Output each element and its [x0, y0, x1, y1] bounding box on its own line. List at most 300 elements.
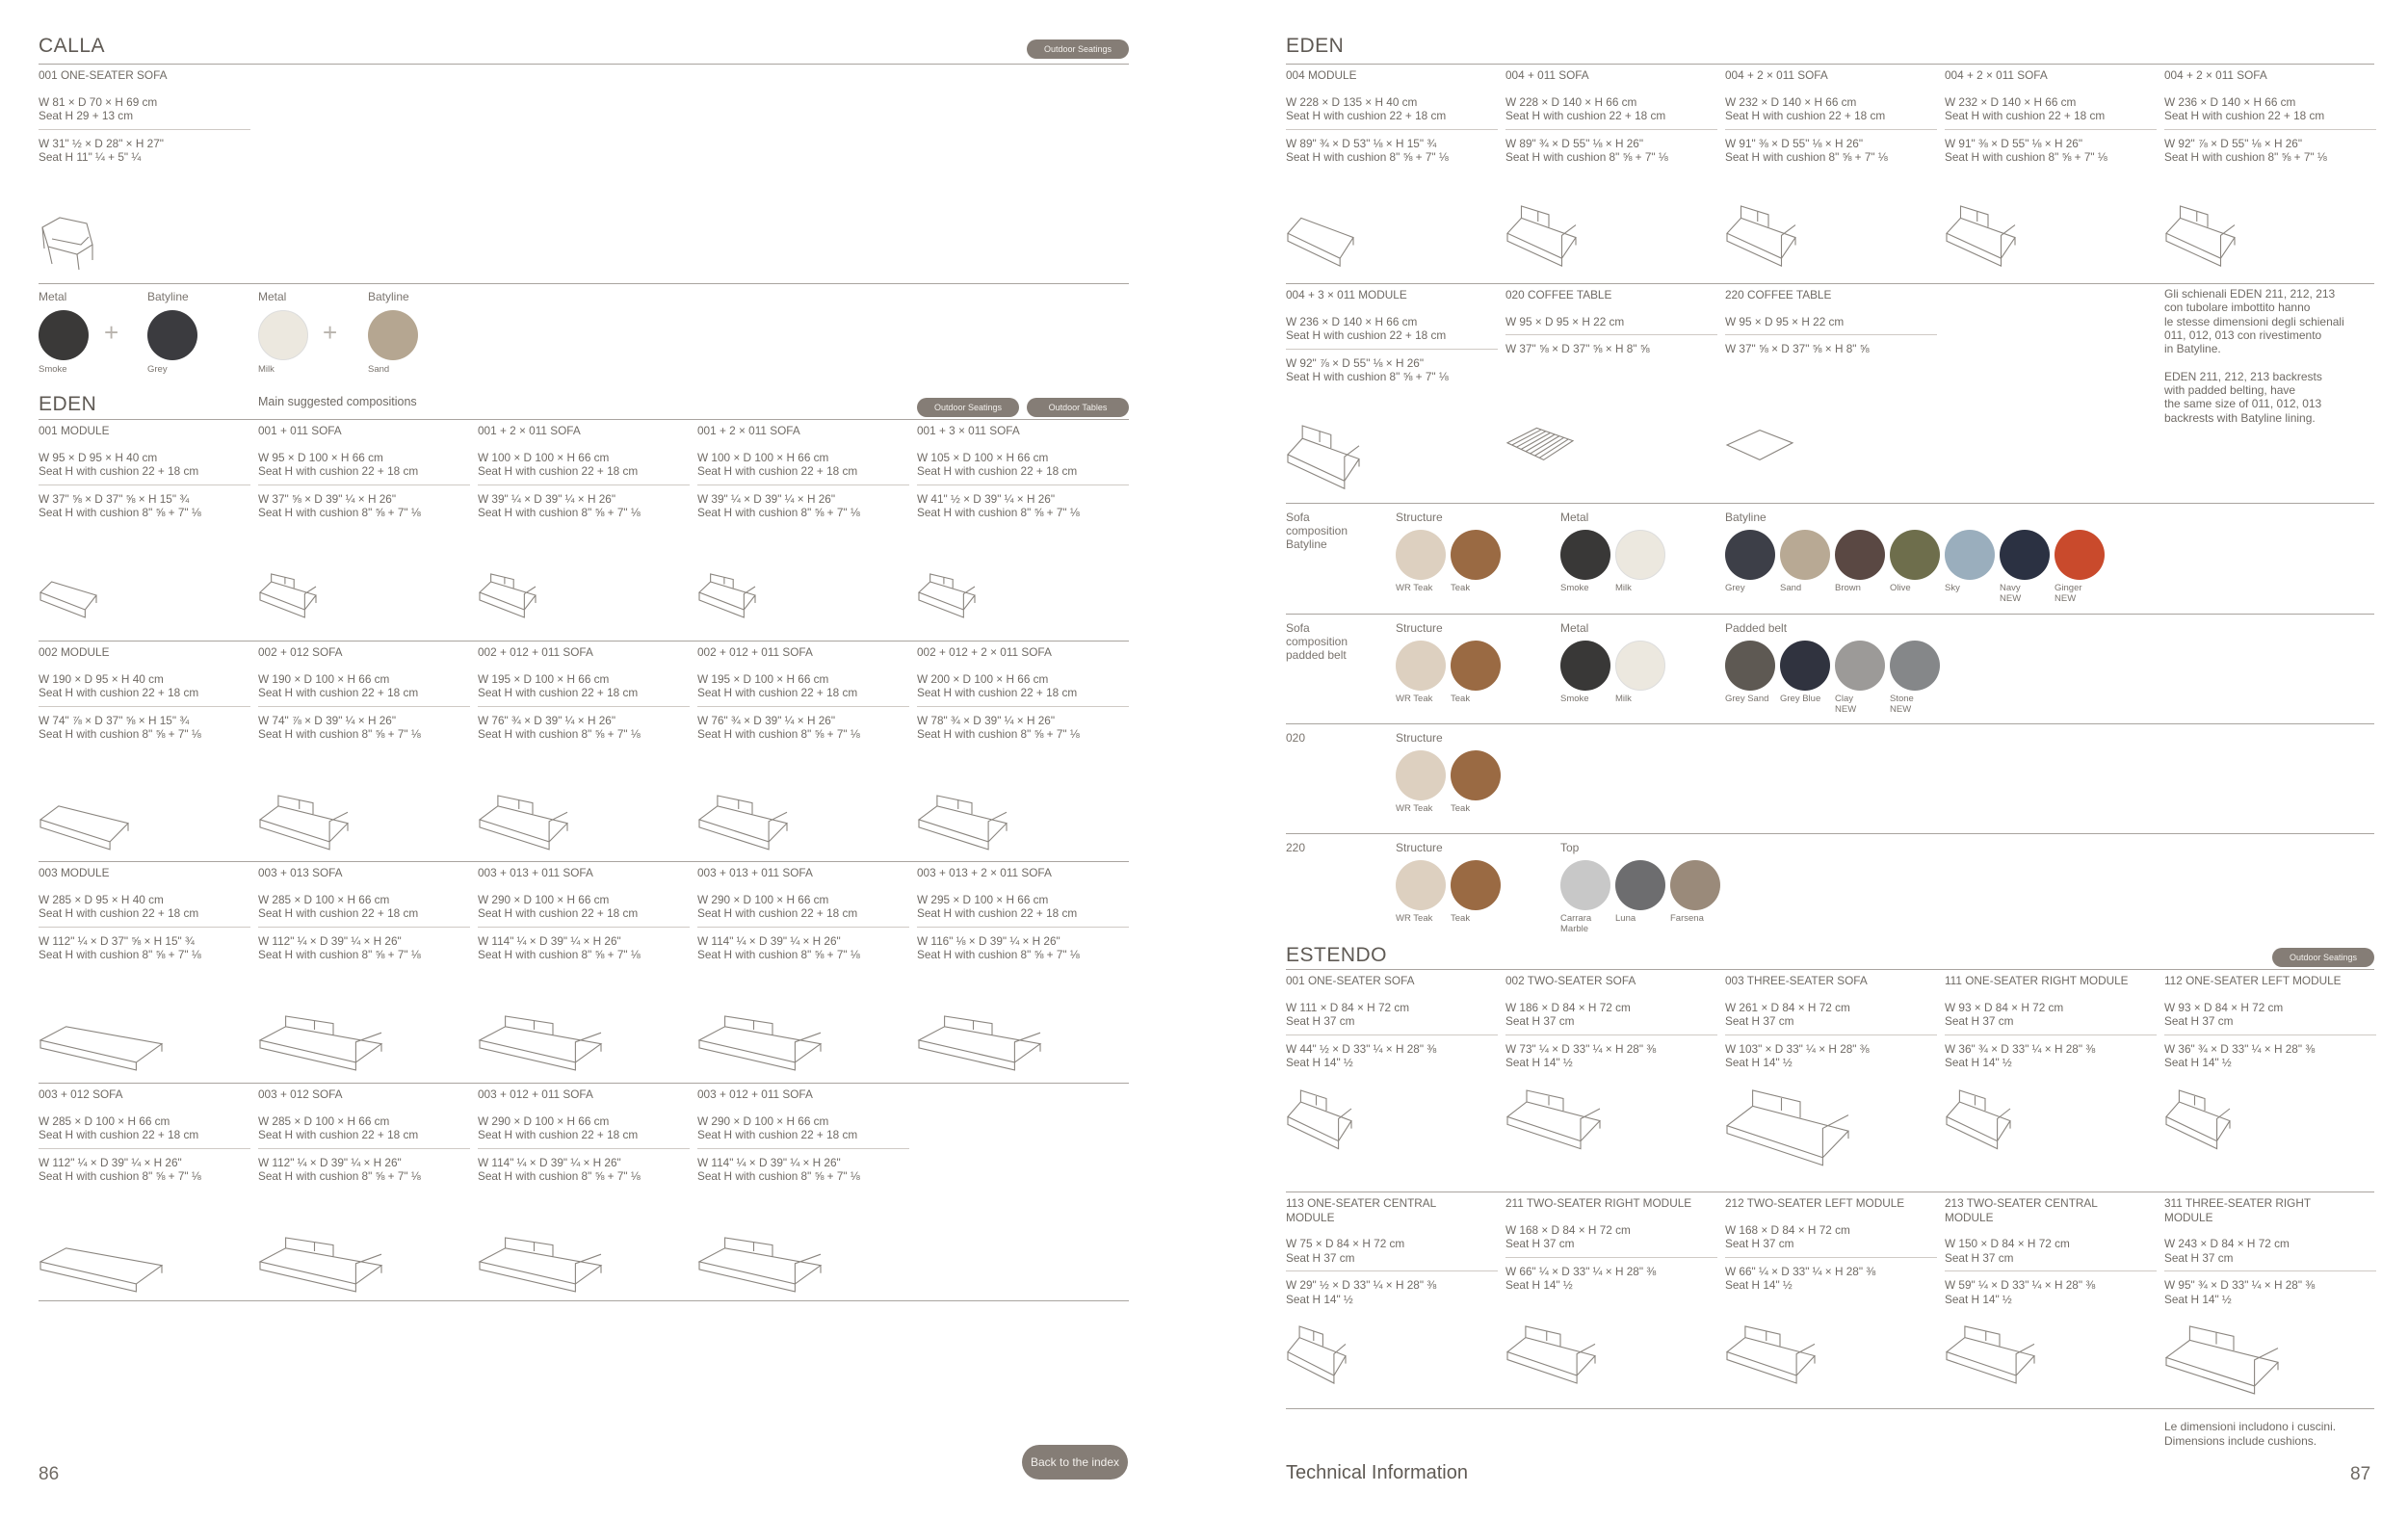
eden-composition-drawing — [478, 572, 537, 620]
item-title: 003 + 013 + 011 SOFA — [697, 866, 813, 879]
item-title: 020 COFFEE TABLE — [1505, 288, 1612, 301]
item-separator — [1286, 1270, 1498, 1271]
item-imperial: W 39" ¼ × D 39" ¼ × H 26" Seat H with cushion 8" ⅝ + 7" ⅛ — [697, 491, 860, 519]
finish-swatch-label: Navy NEW — [2000, 583, 2022, 604]
calla-material-group-2: Metal — [258, 290, 287, 303]
item-metric: W 232 × D 140 × H 66 cm Seat H with cushion 22 + 18 cm — [1725, 94, 1886, 122]
item-metric: W 190 × D 100 × H 66 cm Seat H with cushion 22 + 18 cm — [258, 671, 419, 699]
estendo-sofa-drawing — [1725, 1088, 1850, 1177]
calla-grey-label: Grey — [147, 364, 168, 375]
item-imperial: W 89" ¾ × D 53" ⅛ × H 15" ¾ Seat H with cushion 8" ⅝ + 7" ⅛ — [1286, 136, 1449, 164]
item-metric: W 285 × D 100 × H 66 cm Seat H with cushion 22 + 18 cm — [39, 1113, 199, 1141]
item-metric: W 195 × D 100 × H 66 cm Seat H with cushion 22 + 18 cm — [478, 671, 639, 699]
finish-group-top: Top — [1560, 841, 1580, 854]
item-title: 003 + 013 + 011 SOFA — [478, 866, 593, 879]
estendo-item-card — [1945, 1196, 2157, 1306]
estendo-sofa-drawing — [2164, 1088, 2232, 1156]
finish-swatch-label: Olive — [1890, 583, 1911, 593]
eden-title-right: EDEN — [1286, 35, 1345, 57]
finish-swatch-label: Grey Blue — [1780, 694, 1821, 704]
estendo-sofa-drawing — [2164, 1324, 2280, 1403]
finish-swatch[interactable] — [1835, 530, 1885, 580]
item-title: 004 + 2 × 011 SOFA — [2164, 68, 2267, 82]
eden-composition-drawing — [39, 1014, 164, 1076]
item-separator — [1725, 129, 1937, 130]
eden-finish-divider — [1286, 723, 2374, 724]
eden-finish-divider — [1286, 614, 2374, 615]
eden-right-drawing — [1725, 424, 1794, 466]
estendo-cushion-note: Le dimensioni includono i cuscini. Dimensions include cushions. — [2164, 1420, 2337, 1448]
eden-right-drawing — [2164, 204, 2237, 274]
item-separator — [1505, 334, 1717, 335]
item-imperial: W 112" ¼ × D 37" ⅝ × H 15" ¾ Seat H with cushion 8" ⅝ + 7" ⅛ — [39, 933, 201, 961]
eden-right-drawing — [1945, 204, 2017, 274]
plus-icon: + — [104, 318, 119, 347]
eden-subtitle: Main suggested compositions — [258, 395, 417, 408]
item-separator — [697, 927, 909, 928]
eden-item-card — [697, 424, 909, 520]
item-title: 003 + 012 + 011 SOFA — [697, 1087, 813, 1101]
item-imperial: W 95" ¾ × D 33" ¼ × H 28" ⅜ Seat H 14" ½ — [2164, 1278, 2316, 1306]
eden-right-item-card — [1286, 68, 1498, 165]
item-separator — [1945, 1270, 2157, 1271]
finish-swatch-label: Teak — [1451, 694, 1471, 704]
item-separator — [258, 927, 470, 928]
eden-item-card — [478, 1087, 690, 1184]
item-title: 004 + 2 × 011 SOFA — [1945, 68, 2048, 82]
finish-group-batyline: Batyline — [1725, 511, 1767, 524]
item-imperial: W 92" ⅞ × D 55" ⅛ × H 26" Seat H with cushion 8" ⅝ + 7" ⅛ — [1286, 355, 1449, 383]
item-imperial: W 76" ¾ × D 39" ¼ × H 26" Seat H with cushion 8" ⅝ + 7" ⅛ — [478, 713, 641, 741]
item-separator — [1286, 1034, 1498, 1035]
finish-swatch[interactable] — [1615, 530, 1665, 580]
finish-swatch[interactable] — [1451, 750, 1501, 800]
finish-swatch[interactable] — [2000, 530, 2050, 580]
item-separator — [39, 129, 250, 130]
item-imperial: W 37" ⅝ × D 37" ⅝ × H 8" ⅝ — [1505, 342, 1650, 355]
item-title: 003 + 012 SOFA — [39, 1087, 123, 1101]
page-number-left: 86 — [39, 1464, 60, 1484]
item-imperial: W 37" ⅝ × D 39" ¼ × H 26" Seat H with cushion 8" ⅝ + 7" ⅛ — [258, 491, 421, 519]
item-metric: W 168 × D 84 × H 72 cm Seat H 37 cm — [1505, 1222, 1631, 1250]
item-separator — [1725, 334, 1937, 335]
eden-right-item-card — [2164, 68, 2376, 165]
calla-milk-label: Milk — [258, 364, 275, 375]
eden-composition-drawing — [258, 794, 350, 855]
item-title: 212 TWO-SEATER LEFT MODULE — [1725, 1196, 1905, 1210]
finish-swatch[interactable] — [1396, 750, 1446, 800]
page-number-right: 87 — [2350, 1464, 2371, 1484]
estendo-item-card — [2164, 974, 2376, 1070]
estendo-item-card — [1725, 974, 1937, 1070]
item-separator — [1286, 129, 1498, 130]
eden-right-item-card — [1725, 288, 1937, 356]
finish-swatch[interactable] — [1615, 641, 1665, 691]
finish-group-structure: Structure — [1396, 731, 1443, 745]
finish-swatch-label: Sand — [1780, 583, 1802, 593]
eden-finish-divider — [1286, 833, 2374, 834]
eden-item-card — [478, 866, 690, 962]
item-metric: W 290 × D 100 × H 66 cm Seat H with cushion 22 + 18 cm — [697, 1113, 858, 1141]
item-title: 001 ONE-SEATER SOFA — [39, 68, 168, 82]
item-separator — [478, 1148, 690, 1149]
item-metric: W 100 × D 100 × H 66 cm Seat H with cushion 22 + 18 cm — [478, 450, 639, 478]
item-metric: W 243 × D 84 × H 72 cm Seat H 37 cm — [2164, 1237, 2290, 1265]
eden-right-drawing — [1286, 204, 1355, 274]
finish-swatch[interactable] — [1615, 860, 1665, 910]
finish-swatch[interactable] — [1890, 530, 1940, 580]
finish-swatch[interactable] — [1396, 530, 1446, 580]
item-imperial: W 37" ⅝ × D 37" ⅝ × H 8" ⅝ — [1725, 342, 1870, 355]
item-imperial: W 91" ⅜ × D 55" ⅛ × H 26" Seat H with cushion 8" ⅝ + 7" ⅛ — [1945, 136, 2107, 164]
calla-title: CALLA — [39, 35, 106, 57]
eden-composition-drawing — [258, 1236, 383, 1297]
finish-swatch-label: WR Teak — [1396, 694, 1433, 704]
item-title: 003 MODULE — [39, 866, 110, 879]
estendo-item-card — [2164, 1196, 2376, 1306]
finish-swatch-label: Smoke — [1560, 694, 1589, 704]
eden-row-divider — [39, 419, 1129, 420]
calla-divider — [39, 64, 1129, 65]
item-imperial: W 41" ½ × D 39" ¼ × H 26" Seat H with cushion 8" ⅝ + 7" ⅛ — [917, 491, 1080, 519]
eden-item-card — [39, 866, 250, 962]
item-title: 001 + 3 × 011 SOFA — [917, 424, 1020, 437]
eden-composition-drawing — [917, 794, 1008, 855]
item-imperial: W 76" ¾ × D 39" ¼ × H 26" Seat H with cushion 8" ⅝ + 7" ⅛ — [697, 713, 860, 741]
item-title: 004 + 2 × 011 SOFA — [1725, 68, 1828, 82]
item-imperial: W 114" ¼ × D 39" ¼ × H 26" Seat H with cushion 8" ⅝ + 7" ⅛ — [697, 933, 860, 961]
item-imperial: W 114" ¼ × D 39" ¼ × H 26" Seat H with cushion 8" ⅝ + 7" ⅛ — [697, 1155, 860, 1183]
finish-swatch-label: Luna — [1615, 913, 1636, 924]
item-metric: W 150 × D 84 × H 72 cm Seat H 37 cm — [1945, 1237, 2070, 1265]
estendo-title: ESTENDO — [1286, 944, 1388, 966]
finish-swatch[interactable] — [1780, 641, 1830, 691]
item-title: 001 + 2 × 011 SOFA — [697, 424, 800, 437]
eden-composition-drawing — [39, 794, 130, 855]
eden-item-card — [917, 866, 1129, 962]
eden-finishes-divider — [1286, 503, 2374, 504]
item-imperial: W 92" ⅞ × D 55" ⅛ × H 26" Seat H with cushion 8" ⅝ + 7" ⅛ — [2164, 136, 2327, 164]
item-imperial: W 74" ⅞ × D 39" ¼ × H 26" Seat H with cushion 8" ⅝ + 7" ⅛ — [258, 713, 421, 741]
calla-grey-swatch[interactable] — [147, 310, 197, 360]
item-imperial: W 37" ⅝ × D 37" ⅝ × H 15" ¾ Seat H with cushion 8" ⅝ + 7" ⅛ — [39, 491, 201, 519]
estendo-item-card — [1945, 974, 2157, 1070]
item-title: 004 + 011 SOFA — [1505, 68, 1589, 82]
item-metric: W 228 × D 140 × H 66 cm Seat H with cushion 22 + 18 cm — [1505, 94, 1666, 122]
eden-right-row-divider — [1286, 283, 2374, 284]
item-imperial: W 78" ¾ × D 39" ¼ × H 26" Seat H with cushion 8" ⅝ + 7" ⅛ — [917, 713, 1080, 741]
finish-group-structure: Structure — [1396, 841, 1443, 854]
calla-chair-drawing — [39, 210, 98, 272]
item-imperial: W 112" ¼ × D 39" ¼ × H 26" Seat H with cushion 8" ⅝ + 7" ⅛ — [258, 933, 421, 961]
calla-materials-divider — [39, 283, 1129, 284]
item-metric: W 261 × D 84 × H 72 cm Seat H 37 cm — [1725, 1000, 1850, 1028]
estendo-sofa-drawing — [1945, 1324, 2036, 1390]
eden-item-card — [697, 1087, 909, 1184]
item-imperial: W 116" ⅛ × D 39" ¼ × H 26" Seat H with cushion 8" ⅝ + 7" ⅛ — [917, 933, 1080, 961]
item-metric: W 105 × D 100 × H 66 cm Seat H with cushion 22 + 18 cm — [917, 450, 1078, 478]
item-metric: W 290 × D 100 × H 66 cm Seat H with cushion 22 + 18 cm — [478, 892, 639, 920]
eden-row-divider — [39, 1083, 1129, 1084]
item-title: 003 THREE-SEATER SOFA — [1725, 974, 1868, 987]
item-separator — [258, 1148, 470, 1149]
item-separator — [697, 706, 909, 707]
eden-row-divider — [39, 641, 1129, 642]
eden-outdoor-seatings-badge[interactable]: Outdoor Seatings — [917, 398, 1019, 417]
item-title: 211 TWO-SEATER RIGHT MODULE — [1505, 1196, 1692, 1210]
estendo-item-card — [1286, 974, 1498, 1070]
finish-group-structure: Structure — [1396, 621, 1443, 635]
item-title: 003 + 012 SOFA — [258, 1087, 343, 1101]
item-metric: W 93 × D 84 × H 72 cm Seat H 37 cm — [2164, 1000, 2284, 1028]
finish-swatch[interactable] — [1451, 530, 1501, 580]
estendo-outdoor-seatings-badge[interactable]: Outdoor Seatings — [2272, 948, 2374, 967]
calla-sand-swatch[interactable] — [368, 310, 418, 360]
finish-swatch[interactable] — [1396, 641, 1446, 691]
item-imperial: W 74" ⅞ × D 37" ⅝ × H 15" ¾ Seat H with cushion 8" ⅝ + 7" ⅛ — [39, 713, 201, 741]
item-metric: W 236 × D 140 × H 66 cm Seat H with cushion 22 + 18 cm — [1286, 314, 1447, 342]
finish-swatch[interactable] — [1890, 641, 1940, 691]
finish-swatch-label: Grey Sand — [1725, 694, 1769, 704]
eden-right-item-card — [1505, 288, 1717, 356]
finish-swatch[interactable] — [1725, 641, 1775, 691]
item-separator — [917, 706, 1129, 707]
item-separator — [1505, 1034, 1717, 1035]
eden-item-card — [258, 1087, 470, 1184]
eden-title-left: EDEN — [39, 393, 97, 415]
eden-composition-drawing — [917, 572, 977, 620]
item-separator — [258, 706, 470, 707]
item-imperial: W 36" ¾ × D 33" ¼ × H 28" ⅜ Seat H 14" ½ — [1945, 1041, 2096, 1069]
calla-material-group-3: Batyline — [368, 290, 409, 303]
item-metric: W 195 × D 100 × H 66 cm Seat H with cushion 22 + 18 cm — [697, 671, 858, 699]
finish-swatch[interactable] — [1560, 530, 1610, 580]
eden-composition-drawing — [39, 572, 98, 620]
item-imperial: W 114" ¼ × D 39" ¼ × H 26" Seat H with cushion 8" ⅝ + 7" ⅛ — [478, 933, 641, 961]
eden-composition-drawing — [478, 1014, 603, 1076]
calla-smoke-label: Smoke — [39, 364, 67, 375]
finish-block-label: Sofa composition Batyline — [1286, 511, 1348, 551]
estendo-sofa-drawing — [1286, 1324, 1348, 1390]
item-title: 311 THREE-SEATER RIGHT MODULE — [2164, 1196, 2312, 1224]
eden-outdoor-tables-badge[interactable]: Outdoor Tables — [1027, 398, 1129, 417]
item-separator — [917, 927, 1129, 928]
item-imperial: W 31" ½ × D 28" × H 27" Seat H 11" ¼ + 5" ¼ — [39, 136, 164, 164]
finish-swatch[interactable] — [1451, 860, 1501, 910]
finish-block-label: 220 — [1286, 841, 1306, 854]
finish-swatch-label: Brown — [1835, 583, 1861, 593]
estendo-divider — [1286, 969, 2374, 970]
eden-right-divider — [1286, 64, 2374, 65]
item-title: 220 COFFEE TABLE — [1725, 288, 1832, 301]
eden-item-card — [697, 645, 909, 742]
eden-item-card — [39, 1087, 250, 1184]
item-imperial: W 29" ½ × D 33" ¼ × H 28" ⅜ Seat H 14" ½ — [1286, 1278, 1437, 1306]
eden-item-card — [697, 866, 909, 962]
technical-information-footer: Technical Information — [1286, 1462, 1468, 1483]
item-title: 112 ONE-SEATER LEFT MODULE — [2164, 974, 2342, 987]
item-separator — [2164, 1270, 2376, 1271]
finish-block-label: Sofa composition padded belt — [1286, 621, 1348, 662]
finish-swatch[interactable] — [1945, 530, 1995, 580]
eden-right-item-card — [1945, 68, 2157, 165]
back-to-index-button[interactable]: Back to the index — [1022, 1445, 1128, 1480]
estendo-item-card — [1725, 1196, 1937, 1293]
item-metric: W 236 × D 140 × H 66 cm Seat H with cushion 22 + 18 cm — [2164, 94, 2325, 122]
finish-swatch[interactable] — [1835, 641, 1885, 691]
eden-right-drawing — [1286, 424, 1361, 497]
item-title: 002 + 012 + 011 SOFA — [697, 645, 813, 659]
item-separator — [2164, 129, 2376, 130]
finish-swatch[interactable] — [1670, 860, 1720, 910]
item-imperial: W 73" ¼ × D 33" ¼ × H 28" ⅜ Seat H 14" ½ — [1505, 1041, 1657, 1069]
finish-swatch[interactable] — [1560, 860, 1610, 910]
estendo-sofa-drawing — [1505, 1088, 1602, 1156]
item-metric: W 81 × D 70 × H 69 cm Seat H 29 + 13 cm — [39, 94, 158, 122]
finish-swatch[interactable] — [1725, 530, 1775, 580]
item-title: 111 ONE-SEATER RIGHT MODULE — [1945, 974, 2129, 987]
finish-swatch-label: Clay NEW — [1835, 694, 1857, 715]
eden-composition-drawing — [39, 1236, 164, 1297]
calla-material-group-0: Metal — [39, 290, 67, 303]
item-separator — [478, 706, 690, 707]
eden-item-card — [258, 645, 470, 742]
item-metric: W 232 × D 140 × H 66 cm Seat H with cushion 22 + 18 cm — [1945, 94, 2106, 122]
item-title: 001 + 2 × 011 SOFA — [478, 424, 581, 437]
item-title: 004 + 3 × 011 MODULE — [1286, 288, 1407, 301]
finish-swatch-label: Teak — [1451, 913, 1471, 924]
eden-item-card — [258, 866, 470, 962]
item-separator — [39, 927, 250, 928]
finish-swatch[interactable] — [1396, 860, 1446, 910]
item-metric: W 290 × D 100 × H 66 cm Seat H with cushion 22 + 18 cm — [478, 1113, 639, 1141]
eden-item-card — [39, 424, 250, 520]
item-title: 004 MODULE — [1286, 68, 1357, 82]
finish-swatch-label: Milk — [1615, 694, 1632, 704]
finish-swatch[interactable] — [2055, 530, 2105, 580]
finish-swatch-label: Ginger NEW — [2055, 583, 2082, 604]
finish-group-structure: Structure — [1396, 511, 1443, 524]
plus-icon: + — [323, 318, 338, 347]
finish-swatch-label: Farsena — [1670, 913, 1704, 924]
finish-group-metal: Metal — [1560, 511, 1589, 524]
eden-right-item-card — [1725, 68, 1937, 165]
estendo-bottom-divider — [1286, 1408, 2374, 1409]
calla-milk-swatch[interactable] — [258, 310, 308, 360]
calla-item — [39, 68, 250, 165]
item-metric: W 95 × D 95 × H 22 cm — [1505, 314, 1625, 328]
eden-item-card — [478, 645, 690, 742]
finish-swatch[interactable] — [1780, 530, 1830, 580]
finish-swatch-label: WR Teak — [1396, 803, 1433, 814]
estendo-item-card — [1286, 1196, 1498, 1306]
finish-swatch-label: Grey — [1725, 583, 1745, 593]
item-title: 213 TWO-SEATER CENTRAL MODULE — [1945, 1196, 2098, 1224]
calla-outdoor-seatings-badge[interactable]: Outdoor Seatings — [1027, 39, 1129, 59]
item-metric: W 168 × D 84 × H 72 cm Seat H 37 cm — [1725, 1222, 1850, 1250]
finish-swatch-label: WR Teak — [1396, 913, 1433, 924]
item-title: 002 + 012 + 011 SOFA — [478, 645, 593, 659]
item-title: 003 + 013 SOFA — [258, 866, 343, 879]
item-title: 002 + 012 SOFA — [258, 645, 343, 659]
item-title: 001 ONE-SEATER SOFA — [1286, 974, 1415, 987]
eden-composition-drawing — [258, 1014, 383, 1076]
eden-composition-drawing — [258, 572, 318, 620]
item-metric: W 186 × D 84 × H 72 cm Seat H 37 cm — [1505, 1000, 1631, 1028]
item-metric: W 295 × D 100 × H 66 cm Seat H with cushion 22 + 18 cm — [917, 892, 1078, 920]
item-title: 002 MODULE — [39, 645, 110, 659]
item-title: 002 + 012 + 2 × 011 SOFA — [917, 645, 1052, 659]
item-title: 003 + 013 + 2 × 011 SOFA — [917, 866, 1052, 879]
estendo-sofa-drawing — [1505, 1324, 1597, 1390]
finish-group-metal: Metal — [1560, 621, 1589, 635]
item-imperial: W 91" ⅜ × D 55" ⅛ × H 26" Seat H with cushion 8" ⅝ + 7" ⅛ — [1725, 136, 1888, 164]
item-imperial: W 36" ¾ × D 33" ¼ × H 28" ⅜ Seat H 14" ½ — [2164, 1041, 2316, 1069]
eden-composition-drawing — [697, 1236, 823, 1297]
finish-swatch-label: Sky — [1945, 583, 1960, 593]
bottom-divider-left — [39, 1300, 1129, 1301]
finish-swatch[interactable] — [1451, 641, 1501, 691]
item-separator — [1505, 1257, 1717, 1258]
item-metric: W 75 × D 84 × H 72 cm Seat H 37 cm — [1286, 1237, 1405, 1265]
eden-item-card — [478, 424, 690, 520]
eden-composition-drawing — [697, 1014, 823, 1076]
item-separator — [1725, 1034, 1937, 1035]
finish-swatch-label: Smoke — [1560, 583, 1589, 593]
item-separator — [2164, 1034, 2376, 1035]
item-title: 003 + 012 + 011 SOFA — [478, 1087, 593, 1101]
item-metric: W 95 × D 95 × H 22 cm — [1725, 314, 1845, 328]
finish-swatch-label: Carrara Marble — [1560, 913, 1592, 934]
item-metric: W 228 × D 135 × H 40 cm Seat H with cushion 22 + 18 cm — [1286, 94, 1447, 122]
finish-block-label: 020 — [1286, 731, 1306, 745]
eden-composition-drawing — [917, 1014, 1042, 1076]
eden-item-card — [917, 645, 1129, 742]
eden-composition-drawing — [697, 794, 789, 855]
item-title: 001 MODULE — [39, 424, 110, 437]
estendo-item-card — [1505, 1196, 1717, 1293]
item-separator — [1725, 1257, 1937, 1258]
finish-swatch-label: Teak — [1451, 803, 1471, 814]
estendo-sofa-drawing — [1725, 1324, 1817, 1390]
eden-item-card — [39, 645, 250, 742]
item-metric: W 290 × D 100 × H 66 cm Seat H with cushion 22 + 18 cm — [697, 892, 858, 920]
item-title: 113 ONE-SEATER CENTRAL MODULE — [1286, 1196, 1437, 1224]
item-metric: W 285 × D 100 × H 66 cm Seat H with cushion 22 + 18 cm — [258, 1113, 419, 1141]
eden-right-drawing — [1725, 204, 1797, 274]
finish-group-padded-belt: Padded belt — [1725, 621, 1788, 635]
item-metric: W 285 × D 95 × H 40 cm Seat H with cushion 22 + 18 cm — [39, 892, 199, 920]
eden-composition-drawing — [697, 572, 757, 620]
finish-swatch-label: Milk — [1615, 583, 1632, 593]
estendo-sofa-drawing — [1286, 1088, 1353, 1156]
eden-right-item-card — [1505, 68, 1717, 165]
calla-smoke-swatch[interactable] — [39, 310, 89, 360]
item-title: 002 TWO-SEATER SOFA — [1505, 974, 1636, 987]
calla-material-group-1: Batyline — [147, 290, 189, 303]
finish-swatch-label: Stone NEW — [1890, 694, 1914, 715]
item-metric: W 111 × D 84 × H 72 cm Seat H 37 cm — [1286, 1000, 1410, 1028]
finish-swatch[interactable] — [1560, 641, 1610, 691]
eden-right-drawing — [1505, 424, 1575, 466]
item-imperial: W 89" ¾ × D 55" ⅛ × H 26" Seat H with cushion 8" ⅝ + 7" ⅛ — [1505, 136, 1668, 164]
item-imperial: W 112" ¼ × D 39" ¼ × H 26" Seat H with cushion 8" ⅝ + 7" ⅛ — [39, 1155, 201, 1183]
item-separator — [1945, 129, 2157, 130]
item-title: 001 + 011 SOFA — [258, 424, 342, 437]
eden-item-card — [917, 424, 1129, 520]
item-separator — [697, 1148, 909, 1149]
eden-right-drawing — [1505, 204, 1578, 274]
